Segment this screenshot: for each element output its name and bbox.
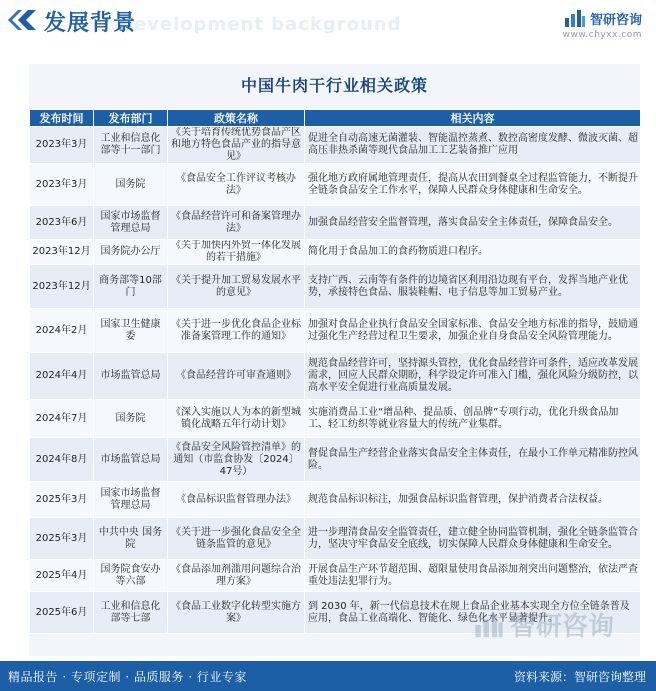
- cell-date: 2025年4月: [30, 560, 94, 592]
- cell-dept: 工业和信息化部等七部: [94, 592, 168, 634]
- cell-date: 2025年3月: [30, 518, 94, 560]
- cell-content: 支持广西、云南等有条件的边境省区利用沿边现有平台，发挥当地产业优势，承接特色食品、服装鞋帽、电子信息等加工贸易产业。: [305, 265, 641, 309]
- header: [0, 0, 656, 50]
- column-header-date: 发布时间: [30, 110, 94, 127]
- cell-date: 2024年4月: [30, 353, 94, 400]
- cell-content: 简化用于食品加工的食药物质进口程序。: [305, 240, 641, 265]
- policy-panel: [29, 64, 640, 656]
- cell-dept: 国家市场监督管理总局: [94, 482, 168, 518]
- table-row: [30, 206, 641, 240]
- table-row: [30, 518, 641, 560]
- cell-content: 规范食品标识标注，加强食品标识监督管理，保护消费者合法权益。: [305, 482, 641, 518]
- cell-policy-name: 《食品经营许可和备案管理办法》: [168, 206, 305, 240]
- cell-dept: 国家卫生健康委: [94, 309, 168, 353]
- cell-date: 2024年7月: [30, 400, 94, 438]
- cell-policy-name: 《食品添加剂滥用问题综合治理方案》: [168, 560, 305, 592]
- cell-dept: 中共中央 国务院: [94, 518, 168, 560]
- table-title: 中国牛肉干行业相关政策: [240, 75, 428, 95]
- column-header-name: 政策名称: [168, 110, 305, 127]
- cell-date: 2024年8月: [30, 438, 94, 482]
- cell-content: 实施消费品工业“增品种、提品质、创品牌”专项行动，优化升级食品加工、轻工纺织等就业容量大的传统产业集群。: [305, 400, 641, 438]
- cell-dept: 市场监管总局: [94, 438, 168, 482]
- footer-source: 资料来源：智研咨询整理: [513, 670, 646, 684]
- table-row: [30, 309, 641, 353]
- brand-logo: [563, 8, 642, 40]
- cell-content: 进一步理清食品安全监管责任，建立健全协同监管机制，强化全链条监管合力，坚决守牢食品安全底线，切实保障人民群众身体健康和生命安全。: [305, 518, 641, 560]
- footer: [0, 661, 656, 691]
- cell-content: 强化地方政府属地管理责任，提高从农田到餐桌全过程监管能力，不断提升全链条食品安全工作水平，保障人民群众身体健康和生命安全。: [305, 164, 641, 206]
- cell-content: 规范食品经营许可，坚持源头管控，优化食品经营许可条件，适应改革发展需求，回应人民群众期盼，科学设定许可准入门槛，强化风险分级防控，以高水平安全促进行业高质量发展。: [305, 353, 641, 400]
- cell-policy-name: 《关于进一步优化食品企业标准备案管理工作的通知》: [168, 309, 305, 353]
- cell-content: 到 2030 年，新一代信息技术在规上食品企业基本实现全方位全链条普及应用，食品工业高端化、智能化、绿色化水平显著提升。: [305, 592, 641, 634]
- cell-policy-name: 《深入实施以人为本的新型城镇化战略五年行动计划》: [168, 400, 305, 438]
- cell-date: 2023年3月: [30, 127, 94, 164]
- cell-policy-name: 《食品安全工作评议考核办法》: [168, 164, 305, 206]
- cell-dept: 工业和信息化部等十一部门: [94, 127, 168, 164]
- watermark-logo-icon: [474, 611, 504, 639]
- table-row: [30, 240, 641, 265]
- logo-url: www.chyxx.com: [562, 30, 642, 40]
- cell-date: 2023年12月: [30, 265, 94, 309]
- double-chevron-icon: [6, 8, 40, 32]
- logo-name: 智研咨询: [589, 12, 642, 28]
- cell-date: 2023年12月: [30, 240, 94, 265]
- cell-dept: 市场监管总局: [94, 353, 168, 400]
- cell-dept: 国务院: [94, 400, 168, 438]
- cell-policy-name: 《关于提升加工贸易发展水平的意见》: [168, 265, 305, 309]
- watermark-text: 智研咨询: [510, 612, 615, 642]
- cell-date: 2025年6月: [30, 592, 94, 634]
- cell-date: 2023年6月: [30, 206, 94, 240]
- header-ghost-text: Development background: [118, 14, 402, 35]
- watermark: [474, 606, 614, 643]
- cell-content: 督促食品生产经营企业落实食品安全主体责任，在最小工作单元精准防控风险。: [305, 438, 641, 482]
- footer-slogan: 精品报告 · 专项定制 · 品质服务 · 行业专家: [8, 670, 247, 684]
- policy-table: [29, 109, 641, 634]
- cell-policy-name: 《食品标识监督管理办法》: [168, 482, 305, 518]
- column-header-content: 相关内容: [305, 110, 641, 127]
- cell-content: 加强对食品企业执行食品安全国家标准、食品安全地方标准的指导，鼓励通过强化生产经营过程卫生要求，加强企业自身食品安全风险管理能力。: [305, 309, 641, 353]
- table-row: [30, 482, 641, 518]
- cell-dept: 商务部等10部门: [94, 265, 168, 309]
- column-header-dept: 发布部门: [94, 110, 168, 127]
- cell-dept: 国务院食安办等六部: [94, 560, 168, 592]
- cell-content: 促进全自动高速无菌灌装、智能温控蒸煮、数控高密度发酵、微波灭菌、超高压非热杀菌等现代食品加工工艺装备推广应用: [305, 127, 641, 164]
- cell-content: 加强食品经营安全监督管理，落实食品安全主体责任，保障食品安全。: [305, 206, 641, 240]
- table-row: [30, 438, 641, 482]
- logo-icon: [564, 8, 586, 28]
- cell-dept: 国家市场监督管理总局: [94, 206, 168, 240]
- table-row: [30, 164, 641, 206]
- cell-dept: 国务院: [94, 164, 168, 206]
- cell-policy-name: 《关于进一步强化食品安全全链条监管的意见》: [168, 518, 305, 560]
- table-row: [30, 560, 641, 592]
- table-row: [30, 400, 641, 438]
- table-row: [30, 127, 641, 164]
- cell-date: 2024年2月: [30, 309, 94, 353]
- cell-date: 2025年3月: [30, 482, 94, 518]
- table-row: [30, 353, 641, 400]
- table-header-row: [30, 110, 641, 127]
- page-title: 发展背景: [44, 11, 137, 36]
- cell-policy-name: 《食品工业数字化转型实施方案》: [168, 592, 305, 634]
- cell-dept: 国务院办公厅: [94, 240, 168, 265]
- cell-policy-name: 《关于培育传统优势食品产区和地方特色食品产业的指导意见》: [168, 127, 305, 164]
- cell-content: 开展食品生产环节超范围、超限量使用食品添加剂突出问题整治，依法严查重处违法犯罪行为。: [305, 560, 641, 592]
- cell-date: 2023年3月: [30, 164, 94, 206]
- cell-policy-name: 《食品安全风险管控清单》的通知（市监食协发〔2024〕47号）: [168, 438, 305, 482]
- cell-policy-name: 《食品经营许可审查通则》: [168, 353, 305, 400]
- cell-policy-name: 《关于加快内外贸一体化发展的若干措施》: [168, 240, 305, 265]
- table-row: [30, 265, 641, 309]
